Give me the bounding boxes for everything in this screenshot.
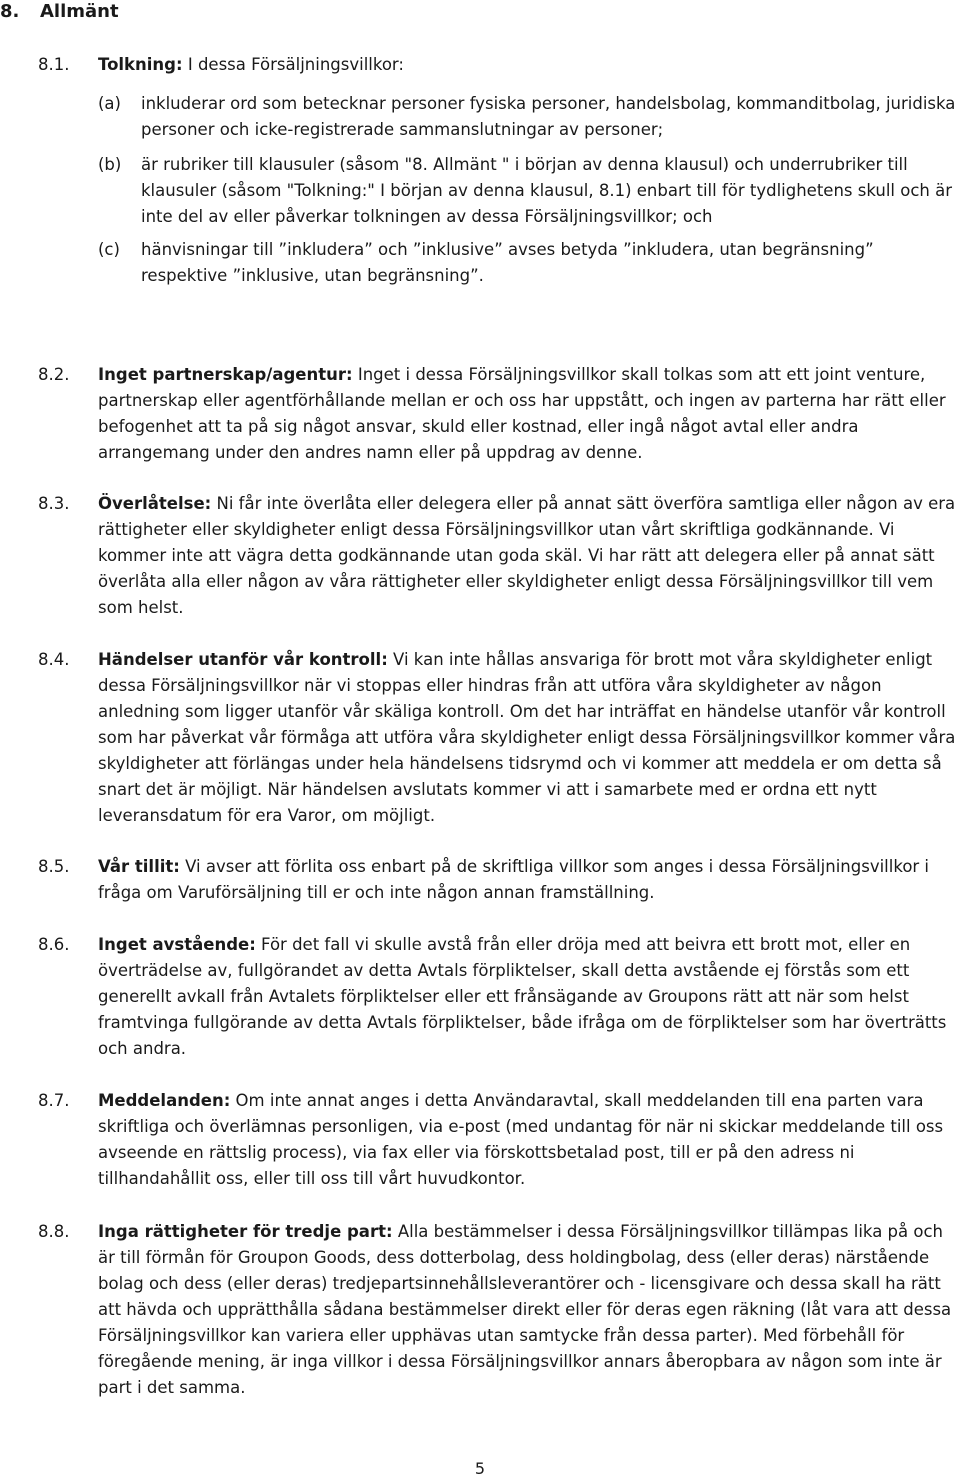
clause-number: 8.1. xyxy=(38,55,70,74)
clause-title: Inget partnerskap/agentur: xyxy=(98,365,353,384)
clause-8-7 xyxy=(38,1088,960,1192)
item-text: hänvisningar till ”inkludera” och ”inklusive” avses betyda ”inkludera, utan begränsning” respektive ”inklusive, utan begränsning”. xyxy=(141,240,874,285)
item-label: (a) xyxy=(98,94,121,113)
clause-8-8 xyxy=(38,1219,960,1401)
clause-number: 8.4. xyxy=(38,650,70,669)
item-text: är rubriker till klausuler (såsom "8. Allmänt " i början av denna klausul) och underrubriker till klausuler (såsom "Tolkning:" I början av denna klausul, 8.1) enbart till för tydlighetens skull och är inte del av eller påverkar tolkningen av dessa Försäljningsvillkor; och xyxy=(141,155,953,226)
clause-title: Överlåtelse: xyxy=(98,494,212,513)
item-label: (b) xyxy=(98,155,122,174)
clause-number: 8.2. xyxy=(38,365,70,384)
clause-number: 8.7. xyxy=(38,1091,70,1110)
clause-number: 8.8. xyxy=(38,1222,70,1241)
clause-text: För det fall vi skulle avstå från eller dröja med att beivra ett brott mot, eller en överträdelse av, fullgörandet av detta Avtals förpliktelser, skall detta avstående ej förstås som ett generellt avkall från Avtalets förpliktelser eller ett frånsägande av Groupons rätt att när som helst framtvinga fullgörande av detta Avtals förpliktelser, både ifråga om de förpliktelser som har överträtts och andra. xyxy=(98,935,947,1058)
list-item xyxy=(98,237,960,289)
clause-text: Alla bestämmelser i dessa Försäljningsvillkor tillämpas lika på och är till förmån för Groupon Goods, dess dotterbolag, dess holdingbolag, dess (eller deras) närstående bolag och dess (eller deras) tredjepartsinnehållsleverantörer och - licensgivare och dessa skall ha rätt att hävda och upprätthålla sådana bestämmelser direkt eller för deras egen räkning (låt vara att dessa Försäljningsvillkor kan variera eller upphävas utan samtycke från dessa parter). Med förbehåll för föregående mening, är inga villkor i dessa Försäljningsvillkor annars åberopbara av någon som inte är part i det samma. xyxy=(98,1222,952,1397)
clause-title: Meddelanden: xyxy=(98,1091,231,1110)
clause-text: Inget i dessa Försäljningsvillkor skall tolkas som att ett joint venture, partnerskap eller agentförhållande mellan er och oss har uppstått, och ingen av parterna har rätt eller befogenhet att ta på sig något ansvar, skuld eller kostnad, eller ingå något avtal eller andra arrangemang under den andres namn eller på uppdrag av denne. xyxy=(98,365,946,462)
clause-text: Vi kan inte hållas ansvariga för brott mot våra skyldigheter enligt dessa Försäljningsvillkor när vi stoppas eller hindras från att utföra våra skyldigheter av någon anledning som ligger utanför vår skäliga kontroll. Om det har inträffat en händelse utanför vår kontroll som har påverkat vår förmåga att utföra våra skyldigheter enligt dessa Försäljningsvillkor kommer våra skyldigheter att förlängas under hela händelsens tidsrymd och vi kommer att meddela er om detta så snart det är möjligt. När händelsen avslutats kommer vi att i samarbete med er ordna ett nytt leveransdatum för era Varor, om möjligt. xyxy=(98,650,956,825)
clause-8-2 xyxy=(38,362,960,466)
clause-title: Händelser utanför vår kontroll: xyxy=(98,650,388,669)
clause-number: 8.3. xyxy=(38,494,70,513)
clause-items xyxy=(98,91,960,289)
clause-8-5 xyxy=(38,854,960,906)
clause-title: Vår tillit: xyxy=(98,857,180,876)
section-title: Allmänt xyxy=(40,1,119,22)
clause-text: I dessa Försäljningsvillkor: xyxy=(182,55,404,74)
clause-8-4 xyxy=(38,647,960,829)
clause-8-3 xyxy=(38,491,960,621)
section-heading xyxy=(0,0,119,24)
clause-number: 8.5. xyxy=(38,857,70,876)
page-number: 5 xyxy=(474,1459,486,1478)
list-item xyxy=(98,152,960,230)
clause-text: Vi avser att förlita oss enbart på de skriftliga villkor som anges i dessa Försäljningsvillkor i fråga om Varuförsäljning till er och inte någon annan framställning. xyxy=(98,857,930,902)
section-number: 8. xyxy=(0,1,20,22)
clause-number: 8.6. xyxy=(38,935,70,954)
item-label: (c) xyxy=(98,240,120,259)
list-item xyxy=(98,91,960,143)
clause-text: Ni får inte överlåta eller delegera eller på annat sätt överföra samtliga eller någon av era rättigheter eller skyldigheter enligt dessa Försäljningsvillkor utan vårt skriftliga godkännande. Vi kommer inte att vägra detta godkännande utan goda skäl. Vi har rätt att delegera eller på annat sätt överlåta alla eller någon av våra rättigheter eller skyldigheter enligt dessa Försäljningsvillkor till vem som helst. xyxy=(98,494,956,617)
clause-text: Om inte annat anges i detta Användaravtal, skall meddelanden till ena parten vara skriftliga och överlämnas personligen, via e-post (med undantag för när ni skickar meddelande till oss avseende en rättslig process), via fax eller via förskottsbetalad post, till er på den adress ni tillhandahållit oss, eller till oss till vårt huvudkontor. xyxy=(98,1091,944,1188)
clause-title: Tolkning: xyxy=(98,55,183,74)
item-text: inkluderar ord som betecknar personer fysiska personer, handelsbolag, kommanditbolag, juridiska personer och icke-registrerade sammanslutningar av personer; xyxy=(141,94,956,139)
clause-8-6 xyxy=(38,932,960,1062)
clause-8-1 xyxy=(38,52,960,298)
clause-title: Inget avstående: xyxy=(98,935,256,954)
clause-title: Inga rättigheter för tredje part: xyxy=(98,1222,393,1241)
